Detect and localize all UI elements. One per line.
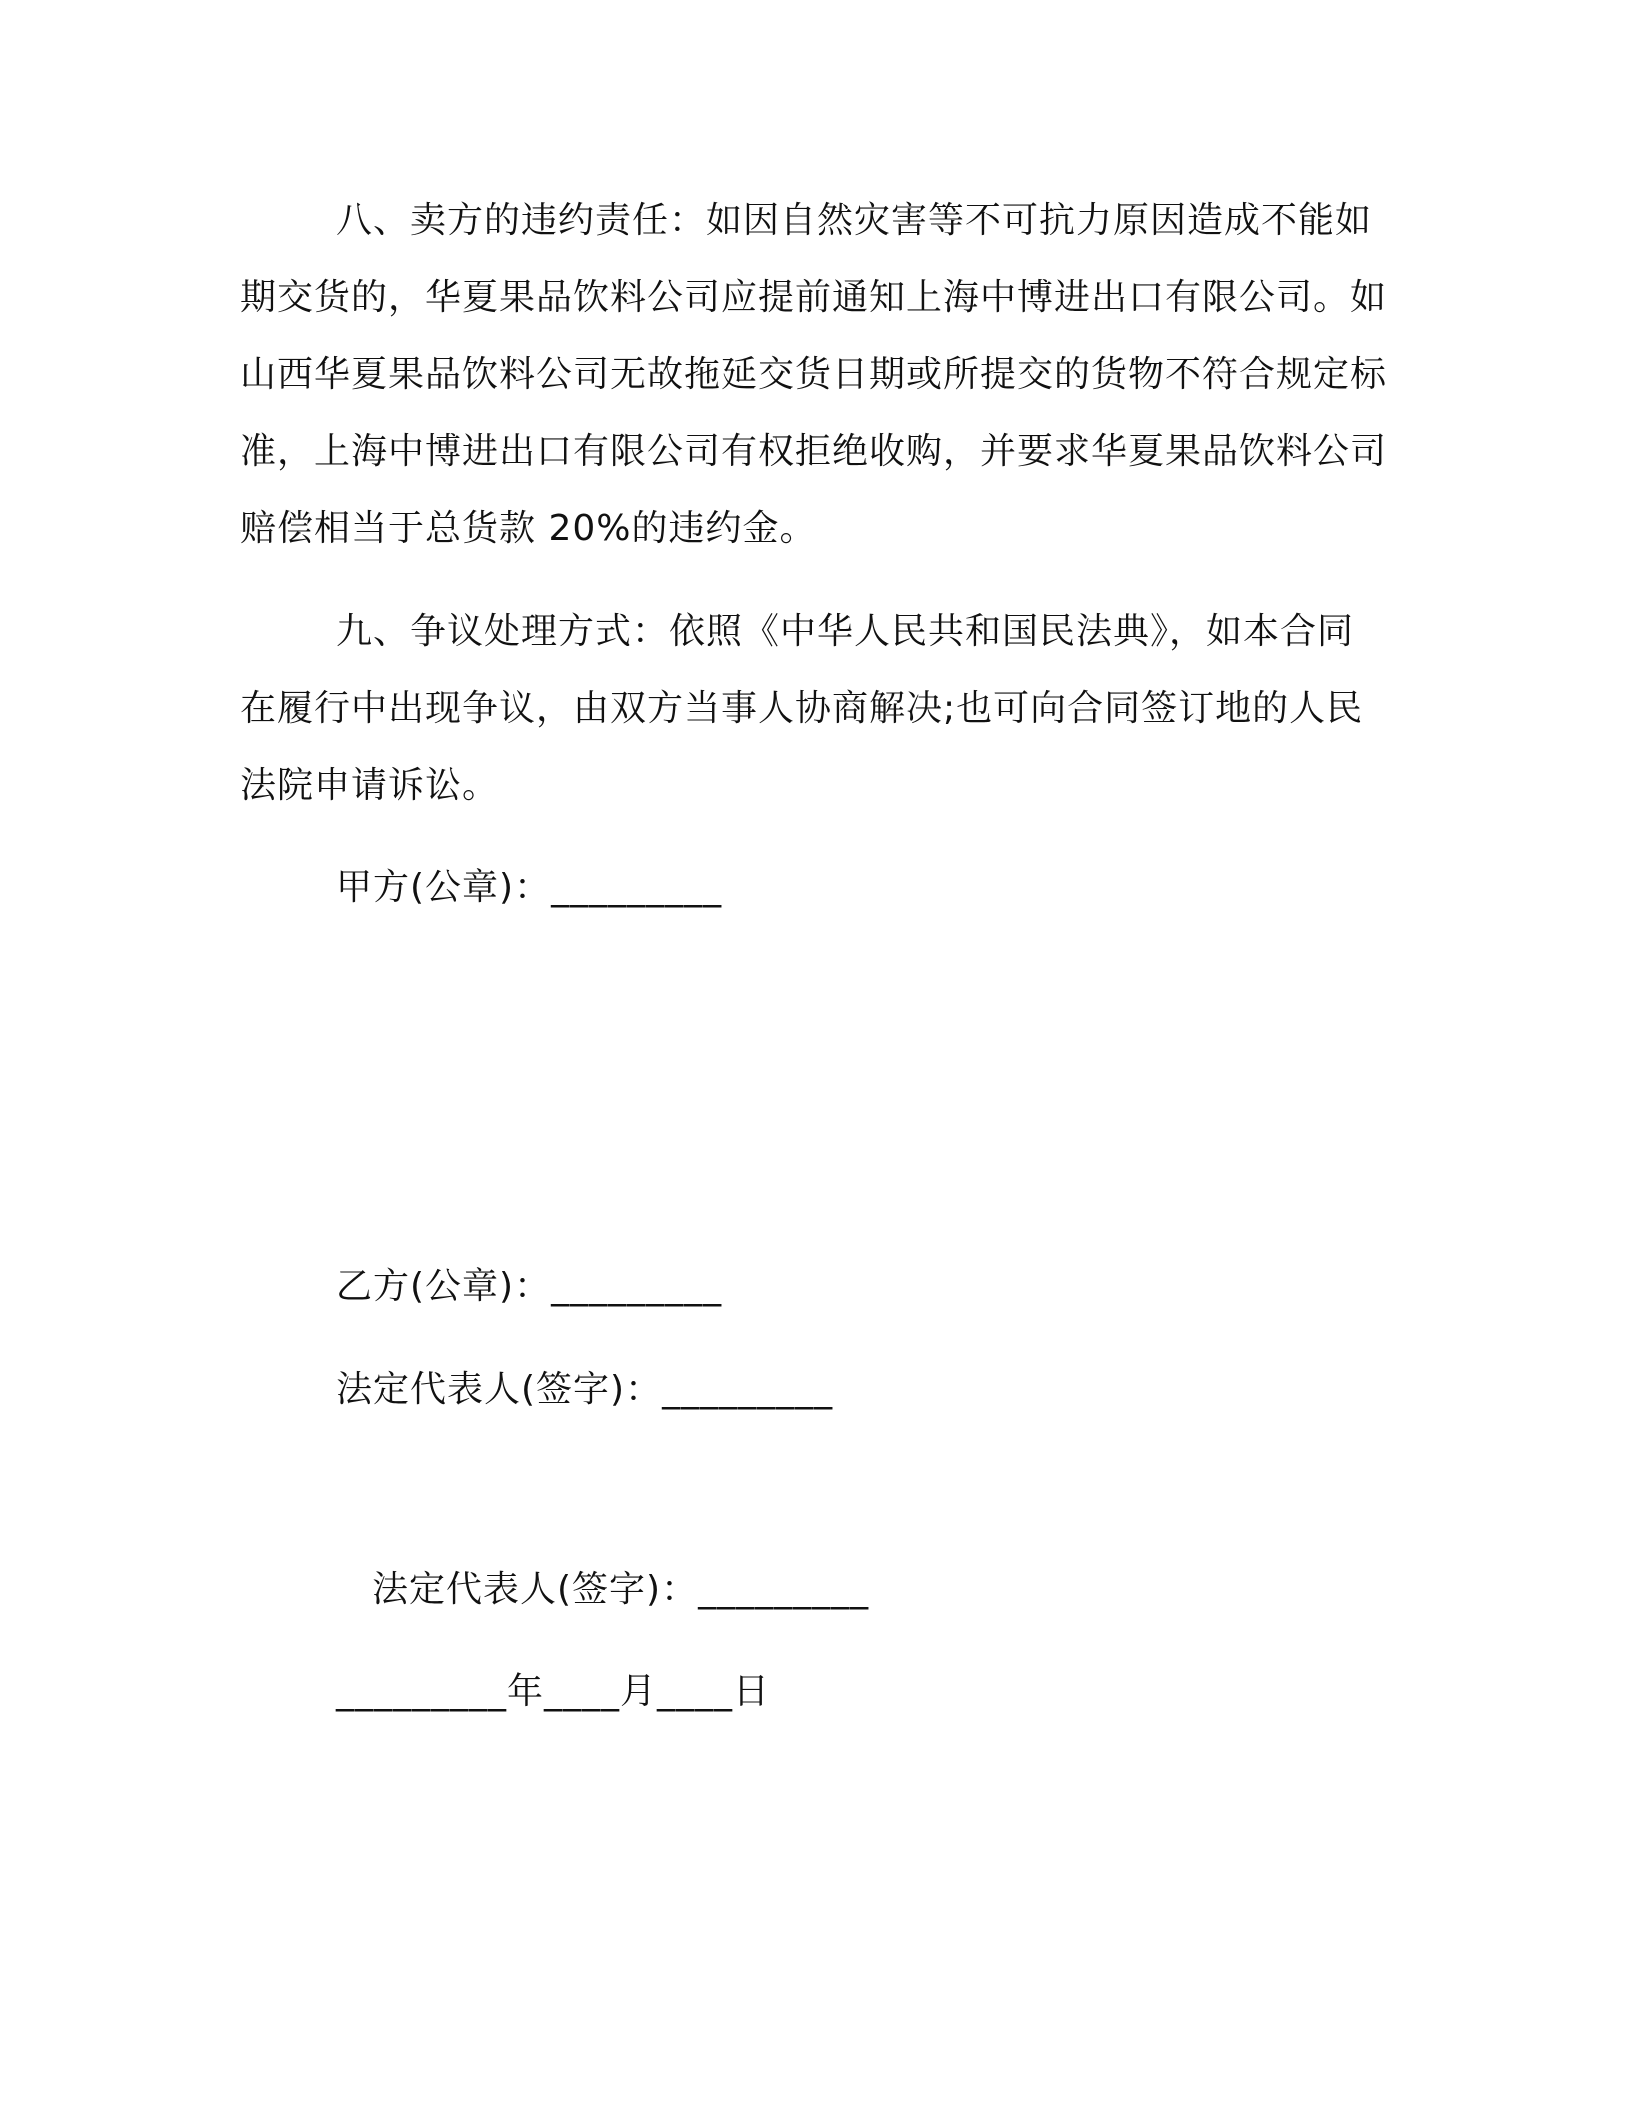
party-b-seal-line: 乙方(公章)：_________ bbox=[336, 1266, 723, 1307]
party-a-seal-line: 甲方(公章)：_________ bbox=[336, 867, 723, 908]
date-line: _________年____月____日 bbox=[336, 1671, 770, 1712]
clause-8-paragraph: 八、卖方的违约责任：如因自然灾害等不可抗力原因造成不能如期交货的，华夏果品饮料公司应提前通知上海中博进出口有限公司。如山西华夏果品饮料公司无故拖延交货日期或所提交的货物不符合规定标准，上海中博进出口有限公司有权拒绝收购，并要求华夏果品饮料公司赔偿相当于总货款 20%的违约金。 bbox=[240, 200, 1388, 549]
legal-representative-signature-line-2: 法定代表人(签字)：_________ bbox=[372, 1569, 870, 1610]
clause-9-paragraph: 九、争议处理方式：依照《中华人民共和国民法典》，如本合同在履行中出现争议，由双方当事人协商解决;也可向合同签订地的人民法院申请诉讼。 bbox=[240, 611, 1364, 806]
legal-representative-signature-line: 法定代表人(签字)：_________ bbox=[336, 1369, 834, 1410]
